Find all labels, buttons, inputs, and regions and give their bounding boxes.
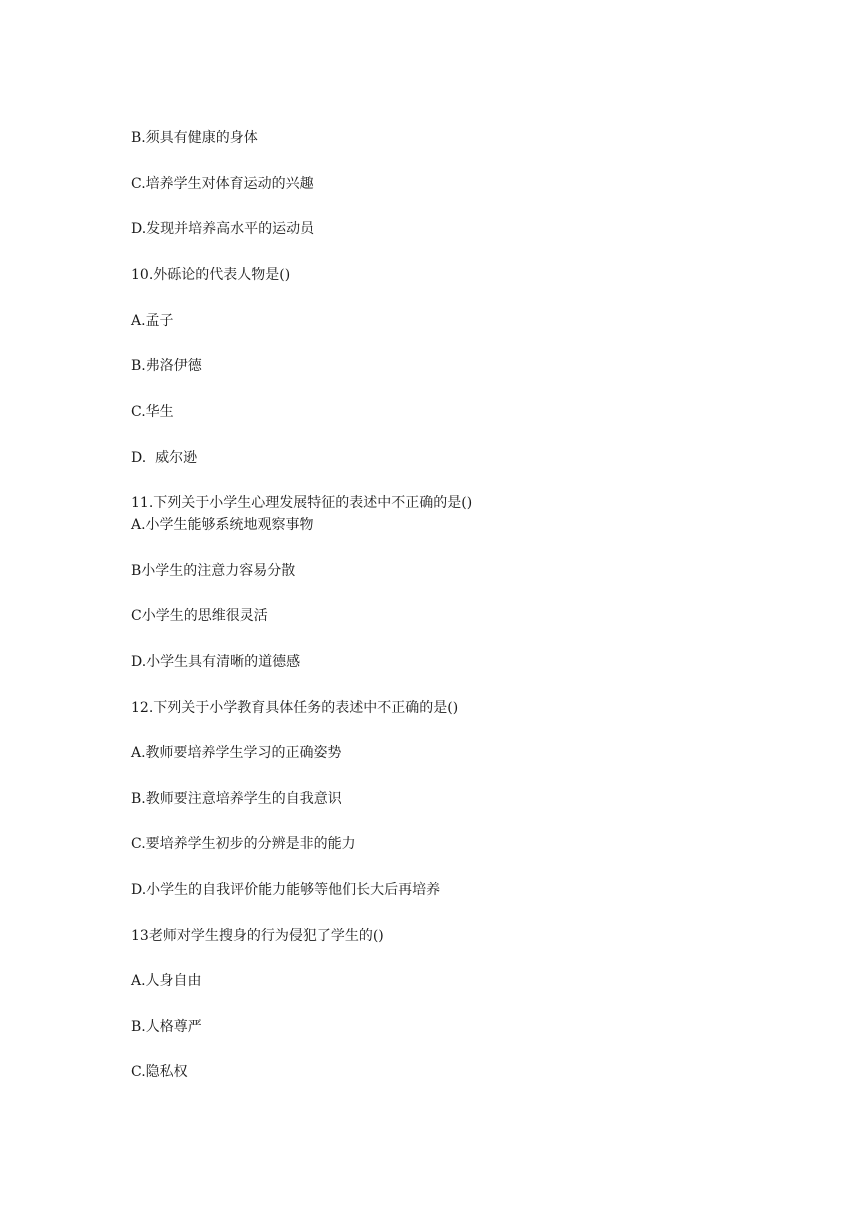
option-b-q13: B.人格尊严 bbox=[131, 1019, 202, 1035]
option-b-q10: B.弗洛伊德 bbox=[131, 358, 202, 374]
option-a-q10: A.孟子 bbox=[131, 313, 174, 329]
option-b-q11: B小学生的注意力容易分散 bbox=[131, 563, 296, 579]
option-d-q10: D. 威尔逊 bbox=[131, 450, 198, 466]
question-12: 12.下列关于小学教育具体任务的表述中不正确的是() bbox=[131, 700, 459, 716]
option-a-q12: A.教师要培养学生学习的正确姿势 bbox=[131, 745, 342, 761]
option-c-q10: C.华生 bbox=[131, 404, 174, 420]
question-11: 11.下列关于小学生心理发展特征的表述中不正确的是() bbox=[131, 495, 473, 511]
option-d-q12: D.小学生的自我评价能力能够等他们长大后再培养 bbox=[131, 882, 441, 898]
option-a-q11: A.小学生能够系统地观察事物 bbox=[131, 517, 314, 533]
option-c-q13: C.隐私权 bbox=[131, 1064, 188, 1080]
option-c-q12: C.要培养学生初步的分辨是非的能力 bbox=[131, 836, 356, 852]
question-10: 10.外砾论的代表人物是() bbox=[131, 267, 291, 283]
option-c-q9: C.培养学生对体育运动的兴趣 bbox=[131, 176, 314, 192]
option-c-q11: C小学生的思维很灵活 bbox=[131, 608, 268, 624]
option-b-q12: B.教师要注意培养学生的自我意识 bbox=[131, 791, 342, 807]
option-d-q9: D.发现并培养高水平的运动员 bbox=[131, 221, 315, 237]
question-13: 13老师对学生搜身的行为侵犯了学生的() bbox=[131, 928, 384, 944]
option-d-q11: D.小学生具有清晰的道德感 bbox=[131, 654, 301, 670]
option-b-q9: B.须具有健康的身体 bbox=[131, 130, 258, 146]
option-a-q13: A.人身自由 bbox=[131, 973, 202, 989]
